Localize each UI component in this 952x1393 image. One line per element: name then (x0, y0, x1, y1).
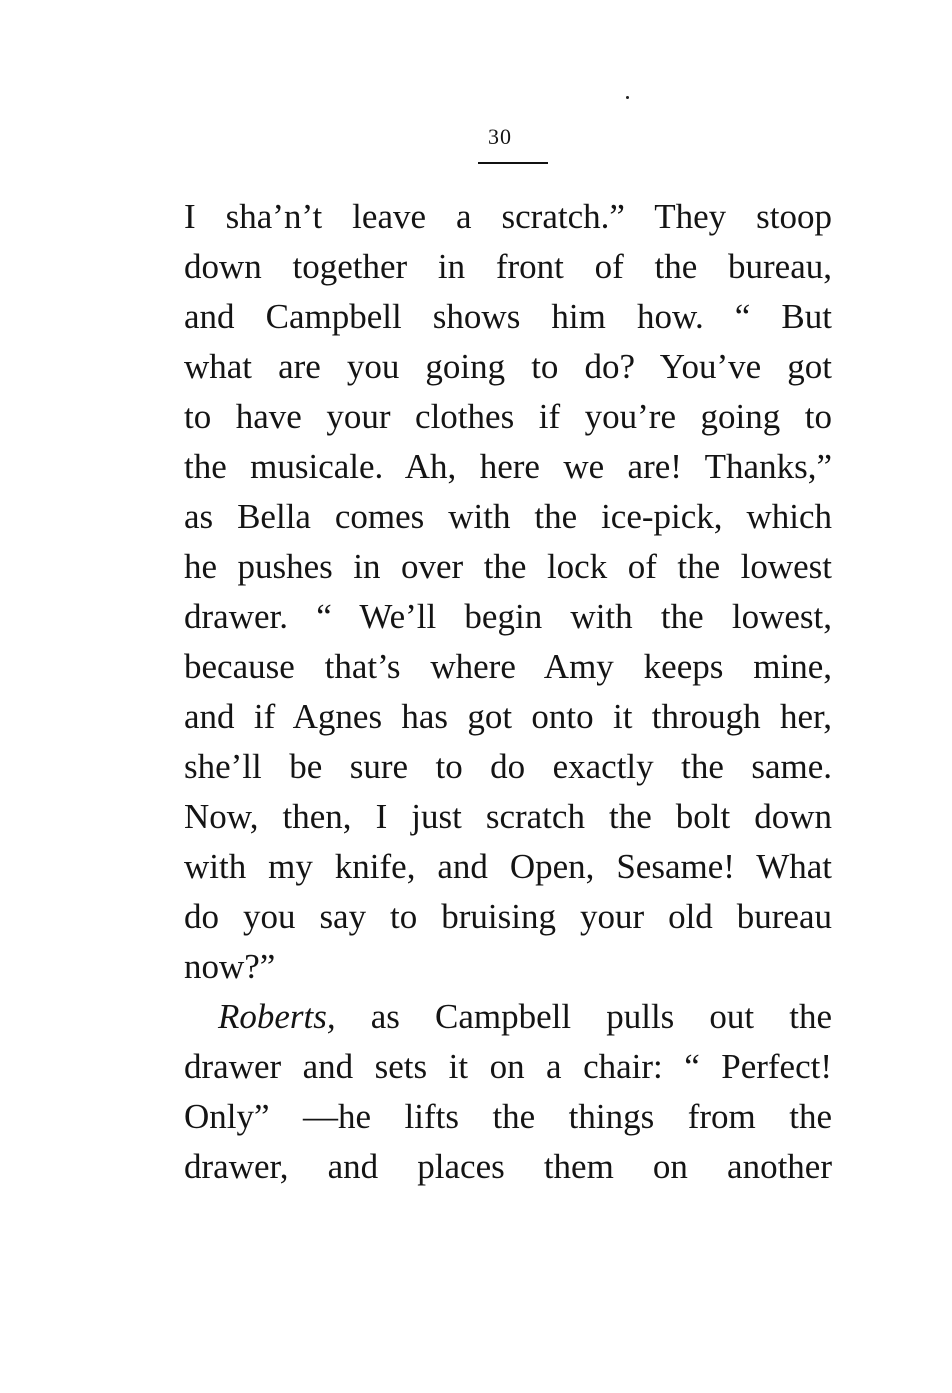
text-line: because that’s where Amy keeps mine, (184, 647, 832, 686)
text-line: drawer and sets it on a chair: “ Perfect! (184, 1047, 832, 1086)
text-line: Only” —he lifts the things from the (184, 1097, 832, 1136)
text-line: Now, then, I just scratch the bolt down (184, 797, 832, 836)
paragraph-2 (184, 992, 832, 1192)
text-line: do you say to bruising your old bureau (184, 897, 832, 936)
text-line: down together in front of the bureau, (184, 247, 832, 286)
text-line: he pushes in over the lock of the lowest (184, 547, 832, 586)
text-line: she’ll be sure to do exactly the same. (184, 747, 832, 786)
text-line: now?” (184, 947, 276, 986)
text-line: to have your clothes if you’re going to (184, 397, 832, 436)
text-line: I sha’n’t leave a scratch.” They stoop (184, 197, 832, 236)
paragraph-1 (184, 192, 832, 992)
text-line: and if Agnes has got onto it through her, (184, 697, 832, 736)
stage-direction: as Campbell pulls out the (370, 997, 833, 1036)
page-number-rule (478, 162, 548, 164)
text-line: and Campbell shows him how. “ But (184, 297, 832, 336)
text-line: what are you going to do? You’ve got (184, 347, 832, 386)
text-line: as Bella comes with the ice-pick, which (184, 497, 832, 536)
text-line (184, 992, 832, 1042)
text-line: with my knife, and Open, Sesame! What (184, 847, 832, 886)
body-text (184, 192, 832, 1192)
text-line: drawer. “ We’ll begin with the lowest, (184, 597, 832, 636)
speaker-name: Roberts, (218, 997, 336, 1036)
stray-mark (626, 96, 629, 99)
text-line: drawer, and places them on another (184, 1147, 832, 1186)
page-number: 30 (488, 124, 512, 149)
text-line: the musicale. Ah, here we are! Thanks,” (184, 447, 832, 486)
